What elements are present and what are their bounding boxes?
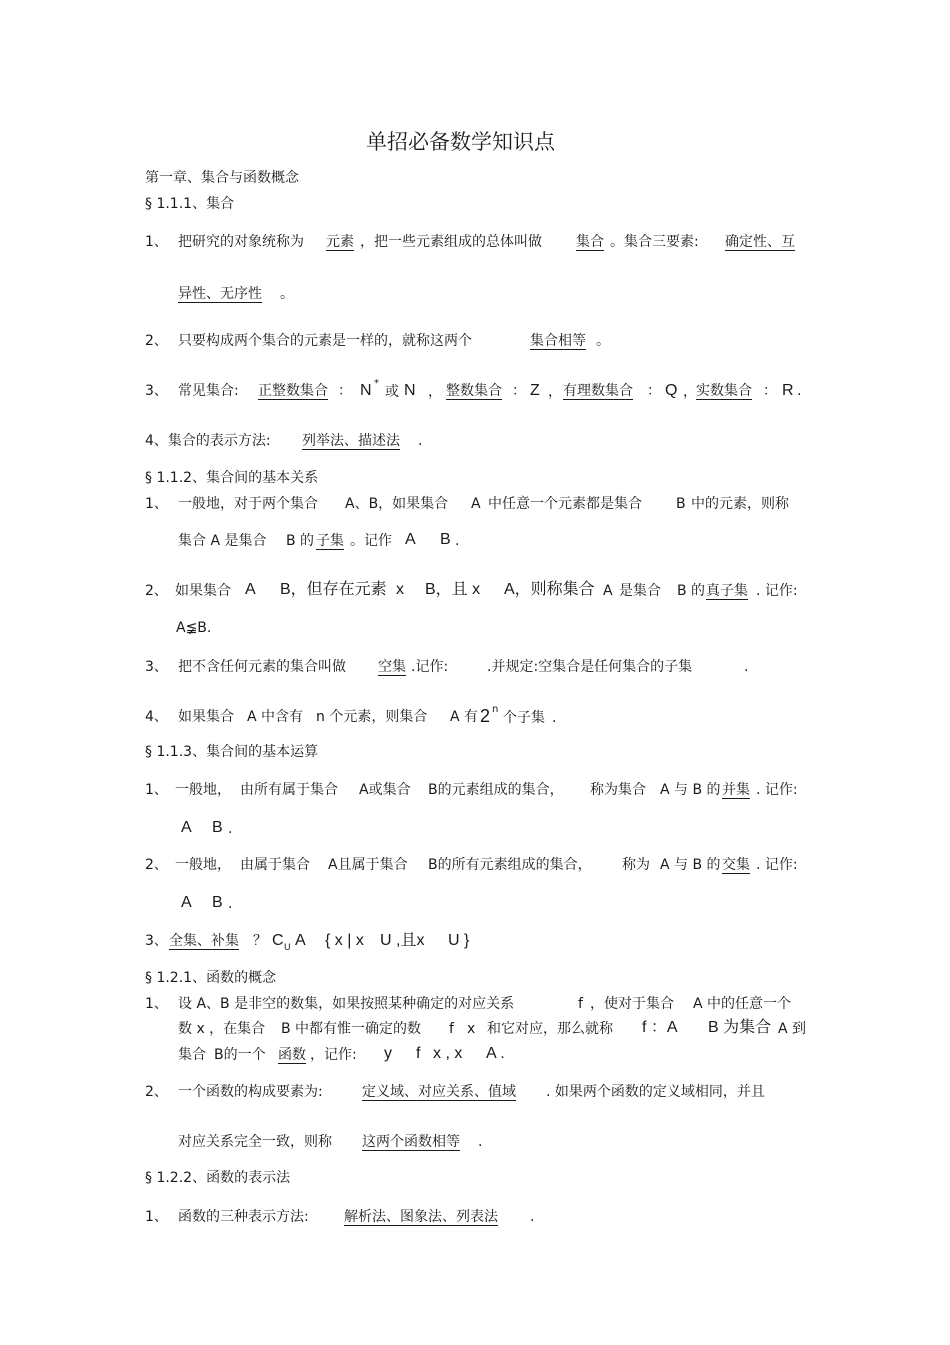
text: 称为 bbox=[622, 857, 650, 873]
text: B的所有元素组成的集合， bbox=[428, 857, 592, 873]
text: 。记作 bbox=[350, 533, 392, 549]
math-symbol: A bbox=[181, 894, 192, 911]
text: B的一个 bbox=[214, 1047, 266, 1063]
math-symbol: N bbox=[404, 382, 416, 399]
math-symbol: R bbox=[782, 382, 794, 399]
item-number: 1、 bbox=[145, 496, 168, 512]
text: A 有 bbox=[450, 709, 479, 725]
text: ， bbox=[548, 384, 562, 400]
section-heading-1-1-1: § 1.1.1、集合 bbox=[145, 196, 235, 212]
text: ： bbox=[512, 383, 526, 399]
text: 对应关系完全一致，则称 bbox=[178, 1134, 332, 1150]
text: . bbox=[552, 710, 557, 726]
text: 的 bbox=[691, 583, 705, 599]
blank-answer: 解析法、图象法、列表法 bbox=[344, 1209, 498, 1225]
text: 把不含任何元素的集合叫做 bbox=[178, 659, 346, 675]
math-symbol: B bbox=[212, 819, 223, 836]
math-symbol: Z bbox=[530, 382, 540, 399]
blank-answer: 集合相等 bbox=[530, 333, 586, 349]
text: .记作: bbox=[411, 659, 449, 675]
text: 如果集合 bbox=[175, 583, 231, 599]
text: A bbox=[603, 583, 613, 599]
item-number: 4、 bbox=[145, 709, 168, 725]
text: 的 bbox=[300, 533, 314, 549]
math-symbol: 2 bbox=[480, 706, 491, 726]
text: 由所有属于集合 bbox=[240, 782, 338, 798]
text: 由属于集合 bbox=[240, 857, 310, 873]
blank-answer: 确定性、互 bbox=[725, 234, 795, 250]
math-notation: A≨B. bbox=[176, 620, 212, 636]
blank-answer: 实数集合 bbox=[696, 383, 752, 399]
blank-answer: 并集 bbox=[722, 782, 750, 798]
math-symbol: Q bbox=[665, 382, 678, 399]
math-expression: f ：A bbox=[642, 1019, 678, 1036]
text: 只要构成两个集合的元素是一样的，就称这两个 bbox=[178, 333, 472, 349]
blank-answer: 子集 bbox=[316, 533, 344, 549]
item-number: 1、 bbox=[145, 996, 168, 1012]
math-symbol: B，但存在元素 bbox=[280, 581, 387, 598]
math-symbol: f bbox=[416, 1045, 421, 1062]
text: 设 A、B 是非空的数集，如果按照某种确定的对应关系 bbox=[178, 996, 515, 1012]
text: ，记作: bbox=[310, 1047, 357, 1063]
blank-answer: 定义域、对应关系、值域 bbox=[362, 1084, 516, 1100]
text: A或集合 bbox=[359, 782, 411, 798]
math-symbol: A bbox=[245, 581, 256, 598]
text: 函数的三种表示方法: bbox=[178, 1209, 309, 1225]
text: . 如果两个函数的定义域相同，并且 bbox=[546, 1084, 765, 1100]
text: A 中含有 bbox=[247, 709, 304, 725]
math-symbol: x bbox=[396, 581, 404, 598]
text: . bbox=[418, 433, 423, 449]
blank-answer: 交集 bbox=[722, 857, 750, 873]
math-symbol: A bbox=[181, 819, 192, 836]
section-heading-1-1-3: § 1.1.3、集合间的基本运算 bbox=[145, 744, 319, 760]
math-symbol: A bbox=[295, 932, 306, 949]
blank-answer: 全集、补集 bbox=[169, 933, 239, 949]
math-expression: A . bbox=[486, 1045, 505, 1062]
text: ： bbox=[763, 383, 777, 399]
math-symbol: A bbox=[405, 531, 416, 548]
blank-answer: 列举法、描述法 bbox=[302, 433, 400, 449]
text: 。 bbox=[596, 333, 610, 349]
text: ： bbox=[647, 383, 661, 399]
blank-answer: 空集 bbox=[378, 659, 406, 675]
blank-answer: 这两个函数相等 bbox=[362, 1134, 460, 1150]
text: 4、集合的表示方法: bbox=[145, 433, 271, 449]
text: . 记作: bbox=[756, 583, 798, 599]
item-number: 2、 bbox=[145, 583, 168, 599]
text: 常见集合: bbox=[178, 383, 239, 399]
section-heading-1-2-1: § 1.2.1、函数的概念 bbox=[145, 970, 277, 986]
text: A bbox=[471, 496, 481, 512]
text: 中任意一个元素都是集合 bbox=[488, 496, 642, 512]
text: ，使对于集合 bbox=[590, 996, 674, 1012]
section-heading-1-2-2: § 1.2.2、函数的表示法 bbox=[145, 1170, 291, 1186]
text: B 中都有惟一确定的数 bbox=[281, 1021, 422, 1037]
section-heading-1-1-2: § 1.1.2、集合间的基本关系 bbox=[145, 470, 319, 486]
math-symbol: y bbox=[384, 1045, 392, 1062]
text: . bbox=[228, 896, 233, 912]
math-symbol: C bbox=[272, 932, 284, 949]
item-number: 2、 bbox=[145, 1084, 168, 1100]
text: ： bbox=[338, 383, 352, 399]
text: . bbox=[455, 533, 460, 549]
text: B bbox=[286, 533, 296, 549]
math-expression: U } bbox=[448, 932, 470, 949]
text: A且属于集合 bbox=[328, 857, 408, 873]
text: 一般地， bbox=[175, 857, 231, 873]
item-number: 3、 bbox=[145, 933, 168, 949]
text: f bbox=[449, 1021, 454, 1037]
item-number: 1、 bbox=[145, 782, 168, 798]
item-number: 2、 bbox=[145, 857, 168, 873]
math-symbol: A，则称集合 bbox=[504, 581, 595, 598]
text: 把研究的对象统称为 bbox=[178, 234, 304, 250]
text: A 与 B 的 bbox=[660, 782, 721, 798]
blank-answer: 异性、无序性 bbox=[178, 286, 262, 302]
text: . bbox=[478, 1134, 483, 1150]
math-symbol: N bbox=[360, 382, 372, 399]
text: 或 bbox=[385, 384, 399, 400]
text: 称为集合 bbox=[590, 782, 646, 798]
math-symbol: B bbox=[212, 894, 223, 911]
text: 是集合 bbox=[619, 583, 661, 599]
text: B bbox=[676, 496, 686, 512]
text: A 中的任意一个 bbox=[693, 996, 792, 1012]
text: 如果集合 bbox=[178, 709, 234, 725]
blank-answer: 函数 bbox=[278, 1047, 306, 1063]
text: 和它对应，那么就称 bbox=[487, 1021, 613, 1037]
text: ， bbox=[683, 384, 697, 400]
text: . 记作: bbox=[756, 782, 798, 798]
text: n 个元素，则集合 bbox=[316, 709, 428, 725]
text: 一般地，对于两个集合 bbox=[178, 496, 318, 512]
text: f bbox=[578, 996, 583, 1012]
blank-answer: 正整数集合 bbox=[258, 383, 328, 399]
text: . bbox=[530, 1209, 535, 1225]
item-number: 3、 bbox=[145, 383, 168, 399]
text: . 记作: bbox=[756, 857, 798, 873]
text: x bbox=[467, 1021, 476, 1037]
chapter-heading: 第一章、集合与函数概念 bbox=[145, 170, 299, 186]
text: ，把一些元素组成的总体叫做 bbox=[360, 234, 542, 250]
item-number: 1、 bbox=[145, 234, 168, 250]
text: . bbox=[744, 659, 749, 675]
text: B bbox=[677, 583, 687, 599]
blank-answer: 整数集合 bbox=[446, 383, 502, 399]
text: 中的元素，则称 bbox=[691, 496, 789, 512]
text: .并规定:空集合是任何集合的子集 bbox=[487, 659, 693, 675]
math-subscript: U bbox=[284, 943, 291, 953]
text: ？ bbox=[253, 933, 267, 949]
text: 个子集 bbox=[503, 710, 545, 726]
item-number: 3、 bbox=[145, 659, 168, 675]
math-symbol: B，且 x bbox=[425, 581, 481, 598]
blank-answer: 元素 bbox=[326, 234, 354, 250]
item-number: 1、 bbox=[145, 1209, 168, 1225]
text: A、B，如果集合 bbox=[345, 496, 449, 512]
math-expression: x , x bbox=[433, 1045, 463, 1062]
text: A 与 B 的 bbox=[660, 857, 721, 873]
text: 集合 A 是集合 bbox=[178, 533, 267, 549]
text: 一般地， bbox=[175, 782, 231, 798]
text: 。集合三要素: bbox=[610, 234, 699, 250]
text: ， bbox=[428, 384, 442, 400]
text: B的元素组成的集合， bbox=[428, 782, 564, 798]
text: . bbox=[797, 383, 802, 399]
text: 。 bbox=[280, 286, 294, 302]
blank-answer: 有理数集合 bbox=[563, 383, 633, 399]
math-symbol: B bbox=[440, 531, 451, 548]
text: . bbox=[228, 821, 233, 837]
item-number: 2、 bbox=[145, 333, 168, 349]
text: 一个函数的构成要素为: bbox=[178, 1084, 323, 1100]
math-expression: { x | x bbox=[325, 932, 364, 949]
blank-answer: 真子集 bbox=[706, 583, 748, 599]
text: 数 x ，在集合 bbox=[178, 1021, 266, 1037]
math-expression: B 为集合 bbox=[708, 1019, 772, 1036]
text: 集合 bbox=[178, 1047, 206, 1063]
math-expression: U ,且x bbox=[380, 932, 425, 949]
page-title: 单招必备数学知识点 bbox=[366, 130, 555, 154]
blank-answer: 集合 bbox=[576, 234, 604, 250]
math-superscript: n bbox=[492, 704, 499, 715]
math-superscript: * bbox=[374, 378, 379, 389]
text: A 到 bbox=[778, 1021, 807, 1037]
